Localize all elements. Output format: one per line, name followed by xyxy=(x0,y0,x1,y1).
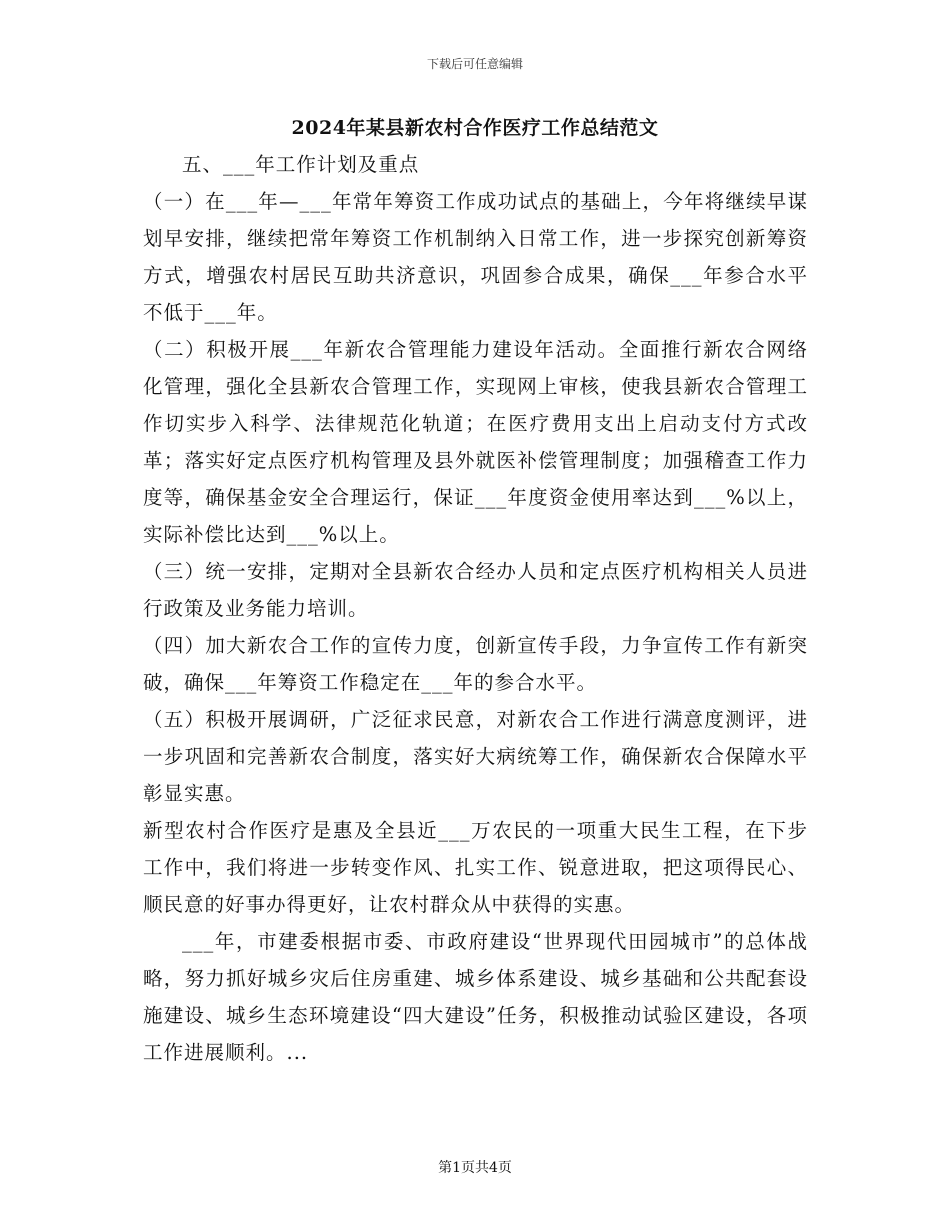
paragraph-summary: 新型农村合作医疗是惠及全县近___万农民的一项重大民生工程，在下步工作中，我们将进一步转变作风、扎实工作、锐意进取，把这项得民心、顺民意的好事办得更好，让农村群众从中获得的实惠。 xyxy=(143,819,808,916)
page-number: 第1页共4页 xyxy=(438,1160,512,1176)
header-note: 下载后可任意编辑 xyxy=(426,57,523,71)
document-title: 2024年某县新农村合作医疗工作总结范文 xyxy=(291,117,659,139)
paragraph-city-construction: ___年，市建委根据市委、市政府建设“世界现代田园城市”的总体战略，努力抓好城乡灾后住房重建、城乡体系建设、城乡基础和公共配套设施建设、城乡生态环境建设“四大建设”任务，积极推动试验区建设，各项工作进展顺利。... xyxy=(143,930,808,1064)
paragraph-item-4: （四）加大新农合工作的宣传力度，创新宣传手段，力争宣传工作有新突破，确保___年筹资工作稳定在___年的参合水平。 xyxy=(143,634,808,694)
document-body xyxy=(143,146,808,1071)
section-heading: 五、___年工作计划及重点 xyxy=(182,153,420,176)
paragraph-item-3: （三）统一安排，定期对全县新农合经办人员和定点医疗机构相关人员进行政策及业务能力培训。 xyxy=(143,560,808,620)
paragraph-item-1: （一）在___年—___年常年筹资工作成功试点的基础上，今年将继续早谋划早安排，继续把常年筹资工作机制纳入日常工作，进一步探究创新筹资方式，增强农村居民互助共济意识，巩固参合成果，确保___年参合水平不低于___年。 xyxy=(143,190,808,324)
paragraph-item-2: （二）积极开展___年新农合管理能力建设年活动。全面推行新农合网络化管理，强化全县新农合管理工作，实现网上审核，使我县新农合管理工作切实步入科学、法律规范化轨道；在医疗费用支出上启动支付方式改革；落实好定点医疗机构管理及县外就医补偿管理制度；加强稽查工作力度等，确保基金安全合理运行，保证___年度资金使用率达到___%以上，实际补偿比达到___%以上。 xyxy=(143,338,808,546)
paragraph-item-5: （五）积极开展调研，广泛征求民意，对新农合工作进行满意度测评，进一步巩固和完善新农合制度，落实好大病统筹工作，确保新农合保障水平彰显实惠。 xyxy=(143,708,808,805)
